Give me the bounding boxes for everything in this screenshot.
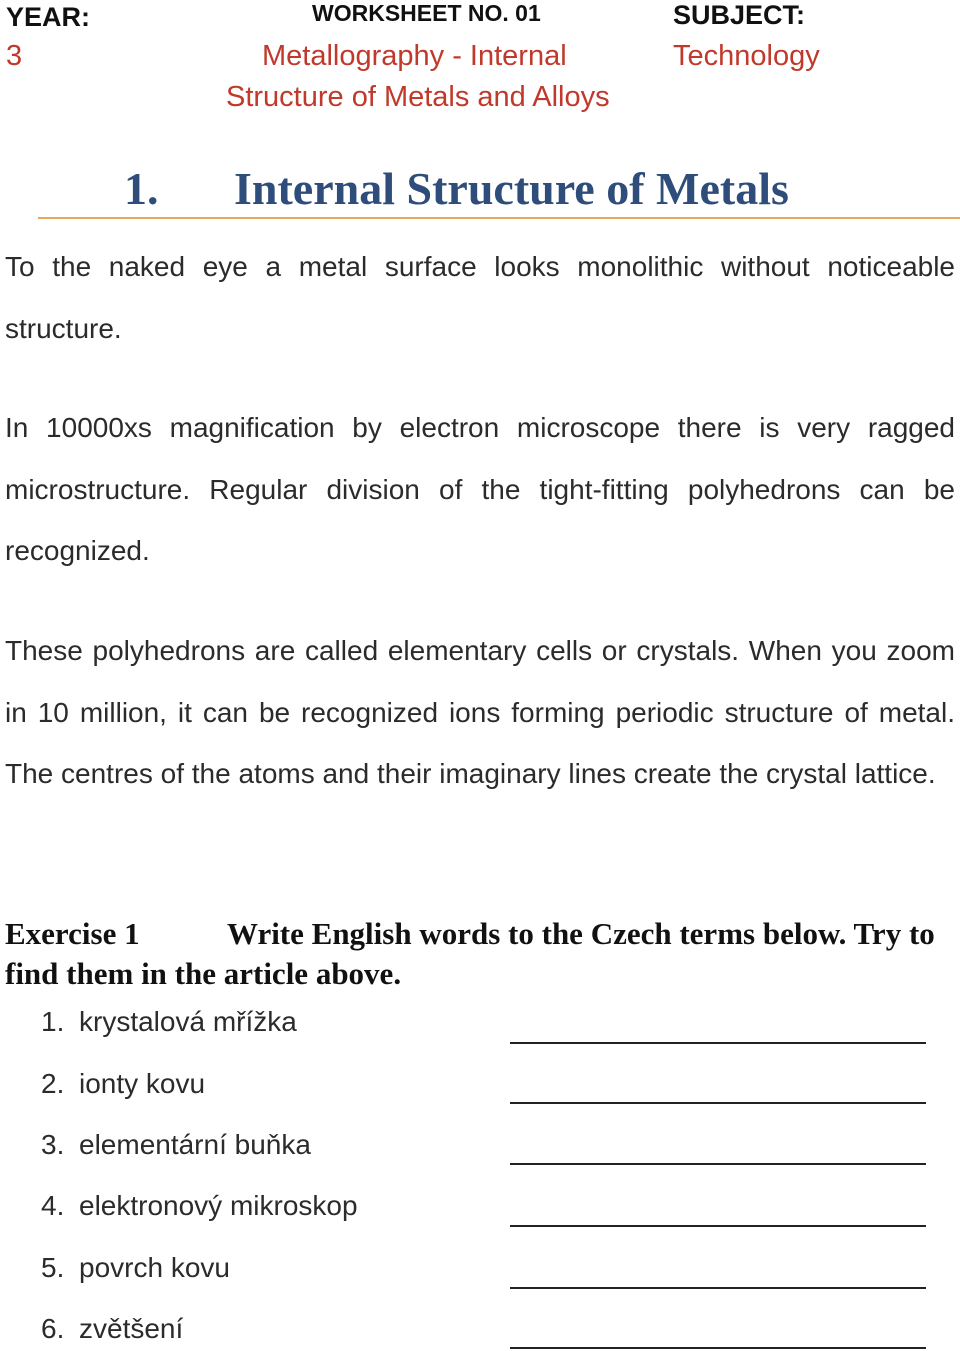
list-item: [41, 1190, 358, 1222]
item-number: 3.: [41, 1129, 65, 1160]
exercise-label: Exercise 1: [5, 916, 140, 951]
year-label: YEAR:: [6, 2, 91, 32]
heading-divider: [38, 217, 960, 219]
answer-blank[interactable]: [510, 1042, 926, 1044]
list-item: [41, 1252, 230, 1284]
item-term: krystalová mřížka: [79, 1006, 297, 1037]
subject-value: Technology: [673, 40, 820, 72]
section-heading: [124, 162, 789, 215]
paragraph-1: To the naked eye a metal surface looks monolithic without noticeable structure.: [5, 251, 955, 344]
item-term: zvětšení: [79, 1313, 184, 1344]
list-item: [41, 1006, 297, 1038]
answer-blank[interactable]: [510, 1163, 926, 1165]
list-item: [41, 1068, 205, 1100]
item-number: 6.: [41, 1313, 65, 1344]
answer-blank[interactable]: [510, 1347, 926, 1349]
paragraph-3: These polyhedrons are called elementary cells or crystals. When you zoom in 10 million, it can be recognized ions forming periodic structure of metal. The centres of the atoms and their imaginary lines create the crystal lattice.: [5, 635, 955, 789]
list-item: [41, 1129, 311, 1161]
answer-blank[interactable]: [510, 1225, 926, 1227]
item-number: 5.: [41, 1252, 65, 1283]
item-number: 1.: [41, 1006, 65, 1037]
list-item: [41, 1313, 183, 1345]
item-number: 2.: [41, 1068, 65, 1099]
paragraph-2: In 10000xs magnification by electron microscope there is very ragged microstructure. Regular division of the tight-fitting polyhedrons can be recognized.: [5, 412, 955, 566]
answer-blank[interactable]: [510, 1102, 926, 1104]
exercise-instruction: Write English words to the Czech terms below. Try to find them in the article above.: [5, 916, 935, 991]
year-value: 3: [6, 40, 23, 72]
worksheet-number: WORKSHEET NO. 01: [312, 0, 541, 26]
subject-label: SUBJECT:: [673, 0, 806, 30]
item-term: elektronový mikroskop: [79, 1190, 358, 1221]
answer-blank[interactable]: [510, 1287, 926, 1289]
item-term: ionty kovu: [79, 1068, 206, 1099]
exercise-heading: [5, 914, 955, 994]
section-number: 1.: [124, 163, 159, 214]
item-number: 4.: [41, 1190, 65, 1221]
item-term: povrch kovu: [79, 1252, 230, 1283]
worksheet-title-line2: Structure of Metals and Alloys: [226, 81, 610, 113]
worksheet-title-line1: Metallography - Internal: [262, 40, 567, 72]
section-title: Internal Structure of Metals: [234, 163, 789, 214]
item-term: elementární buňka: [79, 1129, 311, 1160]
